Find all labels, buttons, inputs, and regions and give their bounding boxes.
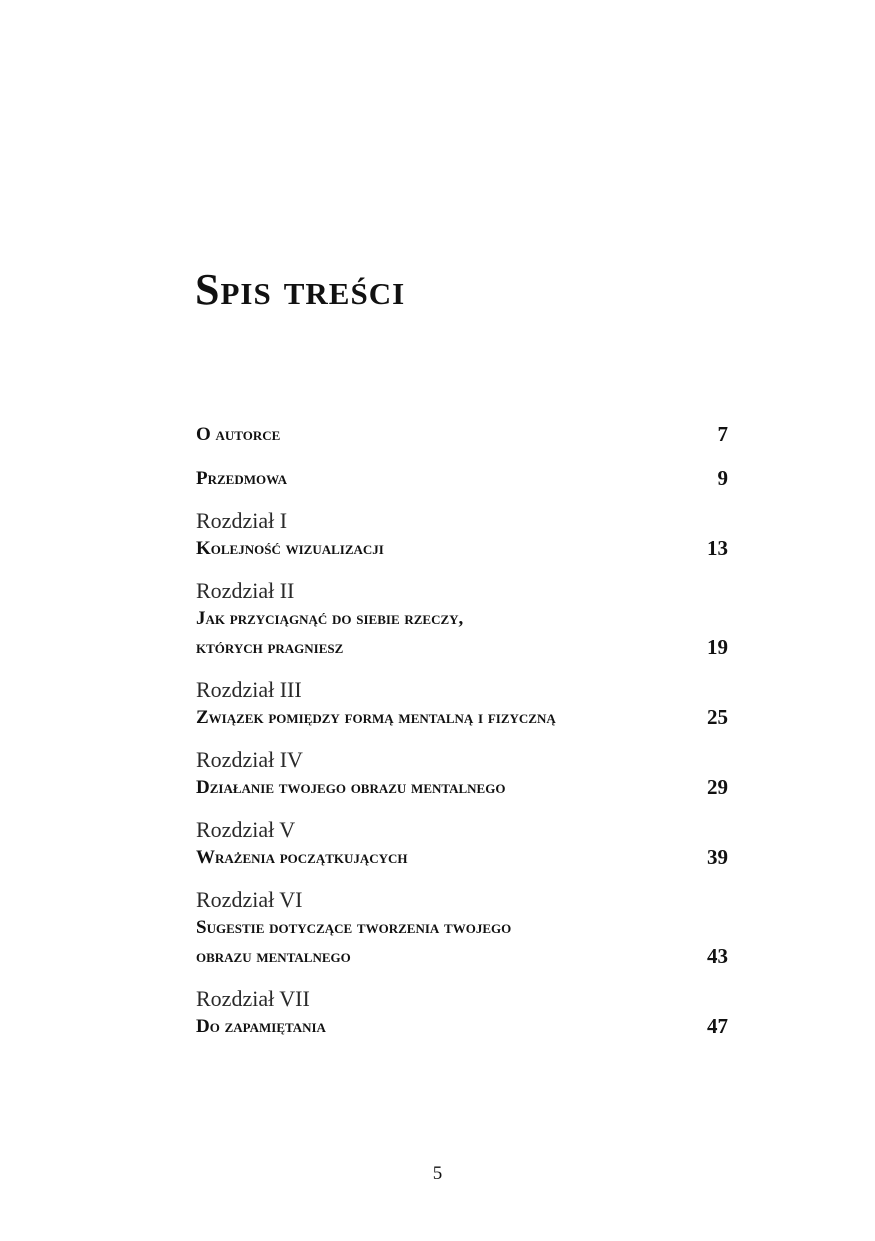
toc-entry-chapter-3[interactable] (196, 677, 728, 732)
toc-page-number: 47 (707, 1014, 728, 1038)
toc-title-row (196, 913, 728, 971)
toc-title-row (196, 464, 728, 493)
toc-entry-chapter-6[interactable] (196, 887, 728, 971)
toc-page-number: 43 (707, 944, 728, 968)
toc-entry-title-line: Kolejność wizualizacji (196, 538, 384, 559)
toc-title-row (196, 604, 728, 662)
toc-entry-title-line: Wrażenia początkujących (196, 847, 408, 868)
toc-title-row (196, 1012, 728, 1041)
toc-chapter-label: Rozdział IV (196, 747, 303, 772)
toc-entry-chapter-5[interactable] (196, 817, 728, 872)
toc-page-number: 9 (717, 466, 728, 490)
toc-entry-chapter-1[interactable] (196, 508, 728, 563)
toc-entry-title-line: Sugestie dotyczące tworzenia twojego (196, 917, 512, 938)
toc-entry-title (196, 913, 511, 971)
toc-entry-title-line: których pragniesz (196, 637, 344, 658)
toc-chapter-label: Rozdział III (196, 677, 302, 702)
toc-page-number: 25 (707, 705, 728, 729)
page-title: Spis treści (195, 265, 406, 314)
toc-entry-title (196, 1012, 326, 1041)
toc-entry-title-line: Przedmowa (196, 468, 288, 489)
toc-entry-title-line: O autorce (196, 424, 281, 445)
toc-entry-title-line: Jak przyciągnąć do siebie rzeczy, (196, 608, 464, 629)
page-number: 5 (432, 1163, 443, 1184)
toc-title-row (196, 534, 728, 563)
toc-entry-title-line: Działanie twojego obrazu mentalnego (196, 777, 506, 798)
toc-page-number: 13 (707, 536, 728, 560)
toc-entry-chapter-7[interactable] (196, 986, 728, 1041)
toc-entry-title-line: Do zapamiętania (196, 1016, 326, 1037)
toc-entry-title (196, 773, 505, 802)
toc-entry-o-autorce[interactable] (196, 420, 728, 449)
toc-entry-title (196, 420, 280, 449)
toc-chapter-label: Rozdział VI (196, 887, 303, 912)
toc-page-number: 19 (707, 635, 728, 659)
toc-chapter-label: Rozdział II (196, 578, 295, 603)
toc-page-number: 7 (717, 422, 728, 446)
toc-page-number: 29 (707, 775, 728, 799)
toc-page-number: 39 (707, 845, 728, 869)
toc-entry-title-line: Związek pomiędzy formą mentalną i fizyczną (196, 707, 556, 728)
toc-entry-title (196, 534, 384, 563)
toc-entry-chapter-2[interactable] (196, 578, 728, 662)
toc-title-row (196, 843, 728, 872)
toc-entry-title (196, 464, 287, 493)
toc-entry-title-line: obrazu mentalnego (196, 946, 351, 967)
table-of-contents (196, 420, 728, 1056)
toc-entry-title (196, 604, 463, 662)
toc-chapter-label: Rozdział I (196, 508, 288, 533)
toc-title-row (196, 773, 728, 802)
toc-entry-title (196, 843, 408, 872)
toc-chapter-label: Rozdział V (196, 817, 296, 842)
toc-chapter-label: Rozdział VII (196, 986, 310, 1011)
toc-entry-chapter-4[interactable] (196, 747, 728, 802)
toc-title-row (196, 420, 728, 449)
toc-entry-title (196, 703, 556, 732)
toc-title-row (196, 703, 728, 732)
toc-entry-przedmowa[interactable] (196, 464, 728, 493)
